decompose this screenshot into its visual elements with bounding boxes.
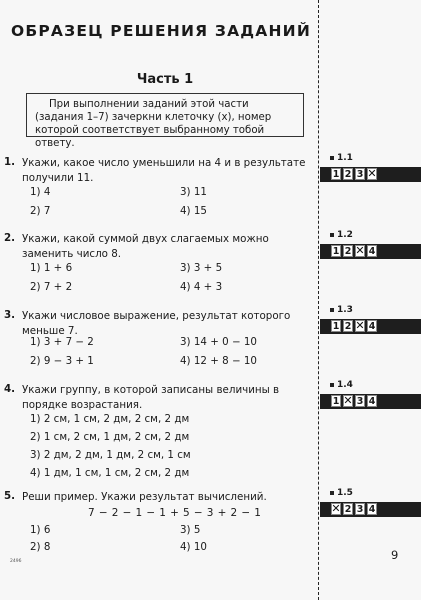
answer-label: 1.5: [337, 488, 353, 498]
answer-bar: [320, 319, 421, 334]
answer-label: 1.1: [337, 153, 353, 163]
answer-cell[interactable]: 2: [344, 504, 352, 515]
option[interactable]: 4) 4 + 3: [180, 281, 223, 293]
option[interactable]: 4) 1 дм, 1 см, 1 см, 2 см, 2 дм: [30, 467, 190, 479]
option[interactable]: 3) 11: [180, 186, 207, 198]
bullet-icon: [330, 233, 334, 237]
option[interactable]: 1) 6: [30, 524, 51, 536]
answer-bar: [320, 502, 421, 517]
question-text: Реши пример. Укажи результат вычислений.: [22, 491, 267, 503]
question-number: 5.: [4, 490, 16, 502]
question-number: 1.: [4, 156, 16, 168]
expression: 7 − 2 − 1 − 1 + 5 − 3 + 2 − 1: [88, 507, 262, 519]
answer-cell[interactable]: 4: [368, 396, 376, 407]
option[interactable]: 1) 1 + 6: [30, 262, 73, 274]
answer-cell[interactable]: 1: [332, 321, 340, 332]
option[interactable]: 1) 2 см, 1 см, 2 дм, 2 см, 2 дм: [30, 413, 190, 425]
answer-bar: [320, 394, 421, 409]
answer-cell[interactable]: 3: [356, 396, 364, 407]
option[interactable]: 1) 4: [30, 186, 51, 198]
page-title: ОБРАЗЕЦ РЕШЕНИЯ ЗАДАНИЙ: [10, 22, 311, 40]
answer-bar: [320, 167, 421, 182]
option[interactable]: 3) 14 + 0 − 10: [180, 336, 257, 348]
option[interactable]: 3) 5: [180, 524, 201, 536]
question-number: 2.: [4, 232, 16, 244]
answer-cell[interactable]: 4: [368, 504, 376, 515]
cut-line: [318, 0, 319, 600]
answer-cell[interactable]: 4: [368, 321, 376, 332]
bullet-icon: [330, 308, 334, 312]
question-text: Укажи, какой суммой двух слагаемых можно заменить число 8.: [22, 233, 269, 260]
answer-cell[interactable]: 1: [332, 396, 340, 407]
answer-cell[interactable]: 2: [344, 169, 352, 180]
option[interactable]: 2) 7 + 2: [30, 281, 73, 293]
answer-label: 1.4: [337, 380, 353, 390]
option[interactable]: 4) 15: [180, 205, 207, 217]
option[interactable]: 1) 3 + 7 − 2: [30, 336, 94, 348]
answer-cell[interactable]: 4: [368, 246, 376, 257]
print-code: 2496: [10, 559, 22, 564]
answer-label: 1.2: [337, 230, 353, 240]
option[interactable]: 2) 7: [30, 205, 51, 217]
question-number: 4.: [4, 383, 16, 395]
page-number: 9: [391, 548, 399, 562]
answer-cell-marked[interactable]: [331, 503, 341, 515]
option[interactable]: 4) 12 + 8 − 10: [180, 355, 257, 367]
option[interactable]: 2) 9 − 3 + 1: [30, 355, 94, 367]
answer-cell[interactable]: 3: [356, 169, 364, 180]
instruction-box: При выполнении заданий этой части (задания 1–7) зачеркни клеточку (х), номер которой соответствует выбранному тобой ответу.: [26, 93, 304, 137]
part-heading: Часть 1: [136, 72, 194, 87]
bullet-icon: [330, 491, 334, 495]
option[interactable]: 2) 1 см, 2 см, 1 дм, 2 см, 2 дм: [30, 431, 190, 443]
answer-cell-marked[interactable]: [355, 320, 365, 332]
answer-cell[interactable]: 3: [356, 504, 364, 515]
question-number: 3.: [4, 309, 16, 321]
question-text: Укажи, какое число уменьшили на 4 и в результате получили 11.: [22, 157, 306, 184]
option[interactable]: 4) 10: [180, 541, 207, 553]
answer-cell[interactable]: 2: [344, 321, 352, 332]
answer-cell-marked[interactable]: [355, 245, 365, 257]
answer-label: 1.3: [337, 305, 353, 315]
option[interactable]: 3) 2 дм, 2 дм, 1 дм, 2 см, 1 см: [30, 449, 191, 461]
answer-cell[interactable]: 2: [344, 246, 352, 257]
bullet-icon: [330, 383, 334, 387]
answer-cell-marked[interactable]: [367, 168, 377, 180]
answer-cell[interactable]: 1: [332, 169, 340, 180]
option[interactable]: 3) 3 + 5: [180, 262, 223, 274]
bullet-icon: [330, 156, 334, 160]
answer-cell-marked[interactable]: [343, 395, 353, 407]
answer-cell[interactable]: 1: [332, 246, 340, 257]
option[interactable]: 2) 8: [30, 541, 51, 553]
question-text: Укажи группу, в которой записаны величины в порядке возрастания.: [22, 384, 280, 411]
question-text: Укажи числовое выражение, результат которого меньше 7.: [22, 310, 291, 337]
answer-bar: [320, 244, 421, 259]
